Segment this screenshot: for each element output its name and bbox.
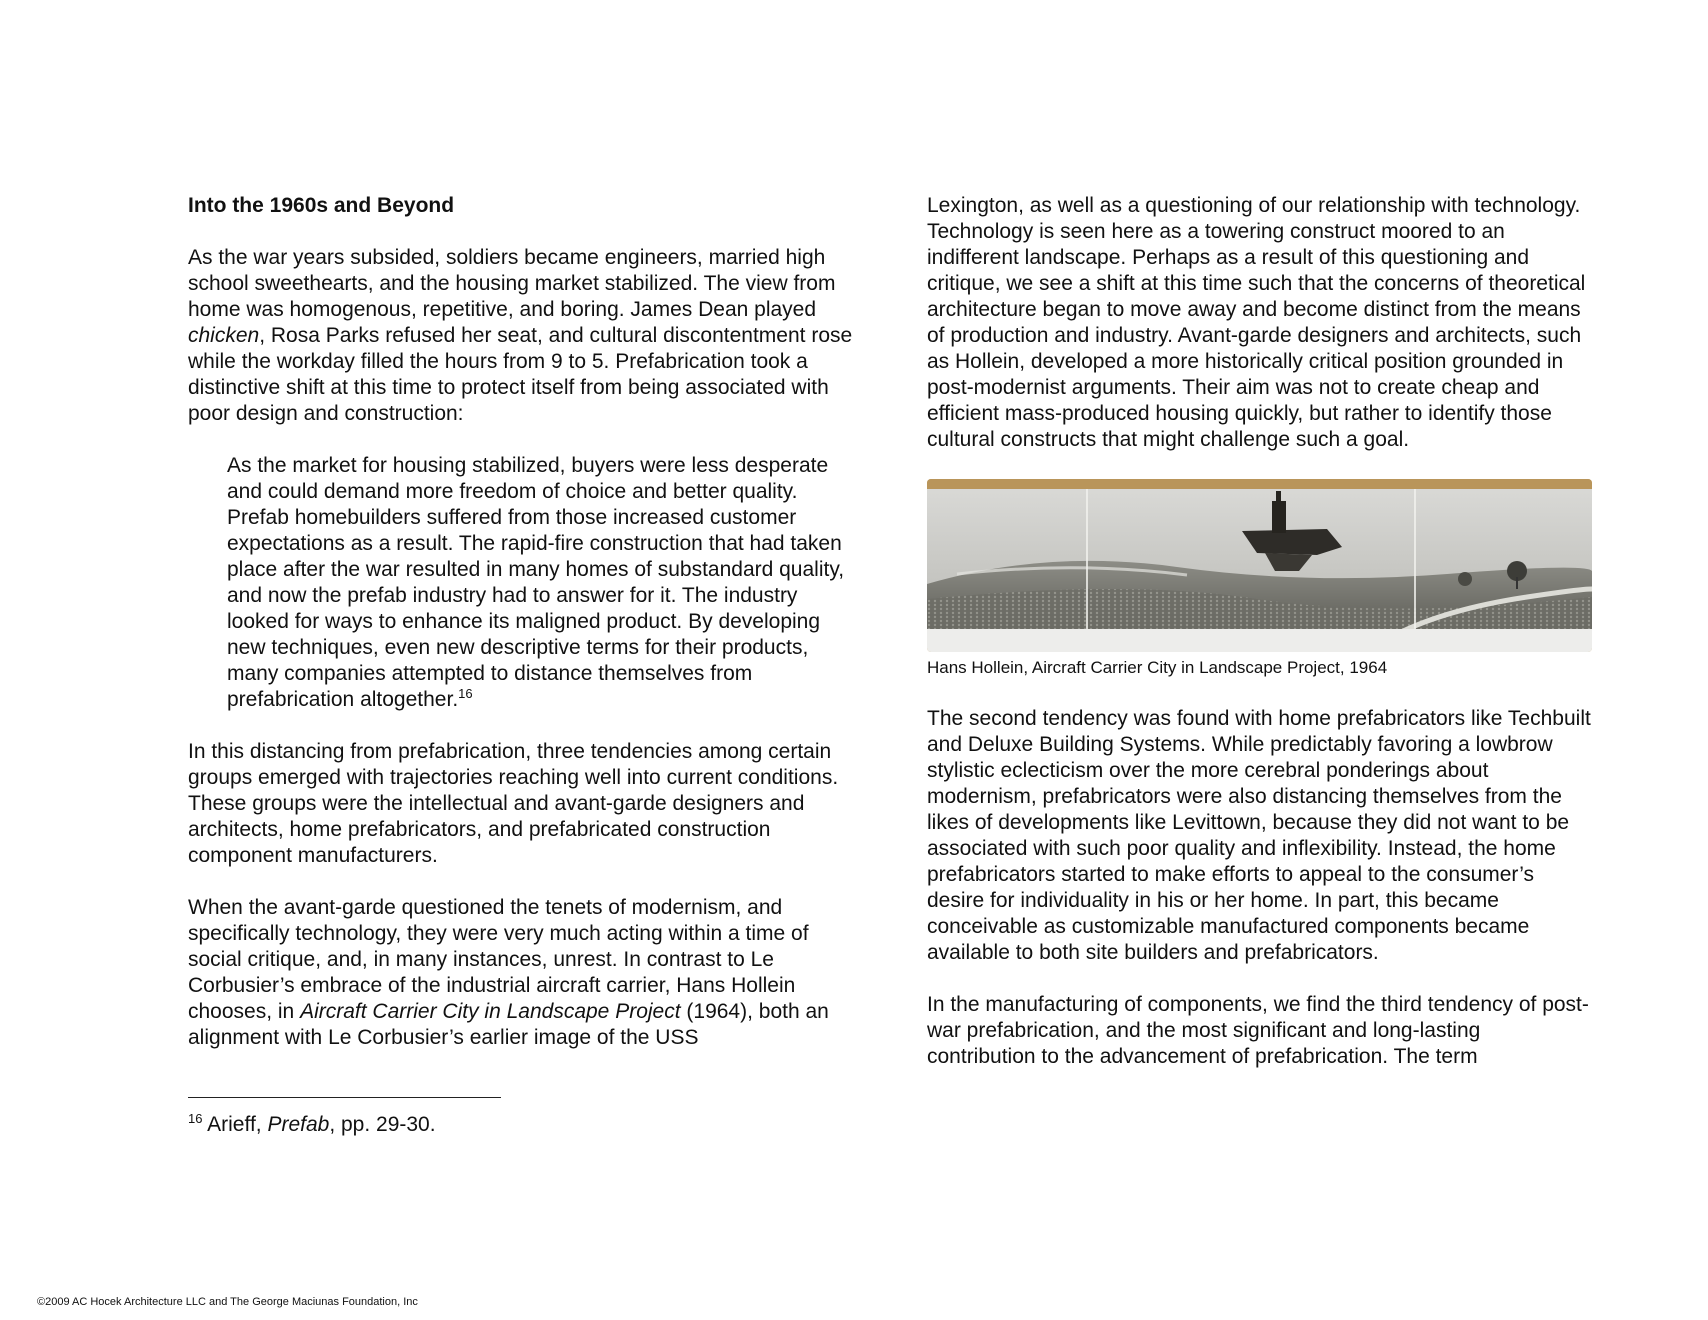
- footnote: $^{16}$ Arieff, Prefab, pp. 29-30.: [188, 1111, 436, 1136]
- figure-caption: Hans Hollein, Aircraft Carrier City in Landscape Project, 1964: [927, 658, 1388, 677]
- footnote-ref: 16: [458, 686, 473, 701]
- right-column: [927, 193, 1593, 1070]
- paragraph-avant-garde: When the avant-garde questioned the tenets of modernism, and specifically technology, they were very much acting within a time of social critique, and, in many instances, unrest. In contrast to Le Corbusier’s embrace of the industrial aircraft carrier, Hans Hollein chooses, in Aircraft Carrier City in Landscape Project (1964), both an alignment with Le Corbusier’s earlier image of the USS: [188, 896, 829, 1049]
- copyright-notice: ©2009 AC Hocek Architecture LLC and The George Maciunas Foundation, Inc: [37, 1296, 418, 1308]
- paragraph-lexington: Lexington, as well as a questioning of our relationship with technology. Technology is seen here as a towering construct moored to an indifferent landscape. Perhaps as a result of this questioning and critique, we see a shift at this time such that the concerns of theoretical architecture began to move away and become distinct from the means of production and industry. Avant-garde designers and architects, such as Hollein, developed a more historically critical position grounded in post-modernist arguments. Their aim was not to create cheap and efficient mass-produced housing quickly, but rather to identify those cultural constructs that might challenge such a goal.: [927, 194, 1586, 451]
- landscape-photo: [927, 479, 1592, 652]
- aircraft-carrier-collage-image: [927, 479, 1592, 652]
- paragraph-second-tendency: The second tendency was found with home prefabricators like Techbuilt and Deluxe Building Systems. While predictably favoring a lowbrow stylistic eclecticism over the more cerebral ponderings about modernism, prefabricators were also distancing themselves from the likes of developments like Levittown, because they did not want to be associated with such poor quality and inflexibility. Instead, the home prefabricators started to make efforts to appeal to the consumer’s desire for individuality in his or her home. In part, this became conceivable as customizable manufactured components became available to both site builders and prefabricators.: [927, 707, 1591, 964]
- left-column: [188, 193, 860, 1138]
- section-heading: Into the 1960s and Beyond: [188, 194, 455, 217]
- block-quote: As the market for housing stabilized, buyers were less desperate and could demand more freedom of choice and better quality. Prefab homebuilders suffered from those increased customer expectations as a result. The rapid-fire construction that had taken place after the war resulted in many homes of substandard quality, and now the prefab industry had to answer for it. The industry looked for ways to enhance its maligned product. By developing new techniques, even new descriptive terms for their products, many companies attempted to distance themselves from prefabrication altogether.$^{16}$: [227, 454, 845, 711]
- paragraph-intro: As the war years subsided, soldiers became engineers, married high school sweethearts, and the housing market stabilized. The view from home was homogenous, repetitive, and boring. James Dean played chicken, Rosa Parks refused her seat, and cultural discontentment rose while the workday filled the hours from 9 to 5. Prefabrication took a distinctive shift at this time to protect itself from being associated with poor design and construction:: [188, 246, 853, 425]
- paragraph-tendencies: In this distancing from prefabrication, three tendencies among certain groups emerged with trajectories reaching well into current conditions. These groups were the intellectual and avant-garde designers and architects, home prefabricators, and prefabricated construction component manufacturers.: [188, 740, 839, 867]
- footnote-divider: [188, 1097, 501, 1098]
- paragraph-third-tendency: In the manufacturing of components, we find the third tendency of post-war prefabrication, and the most significant and long-lasting contribution to the advancement of prefabrication. The term: [927, 993, 1589, 1068]
